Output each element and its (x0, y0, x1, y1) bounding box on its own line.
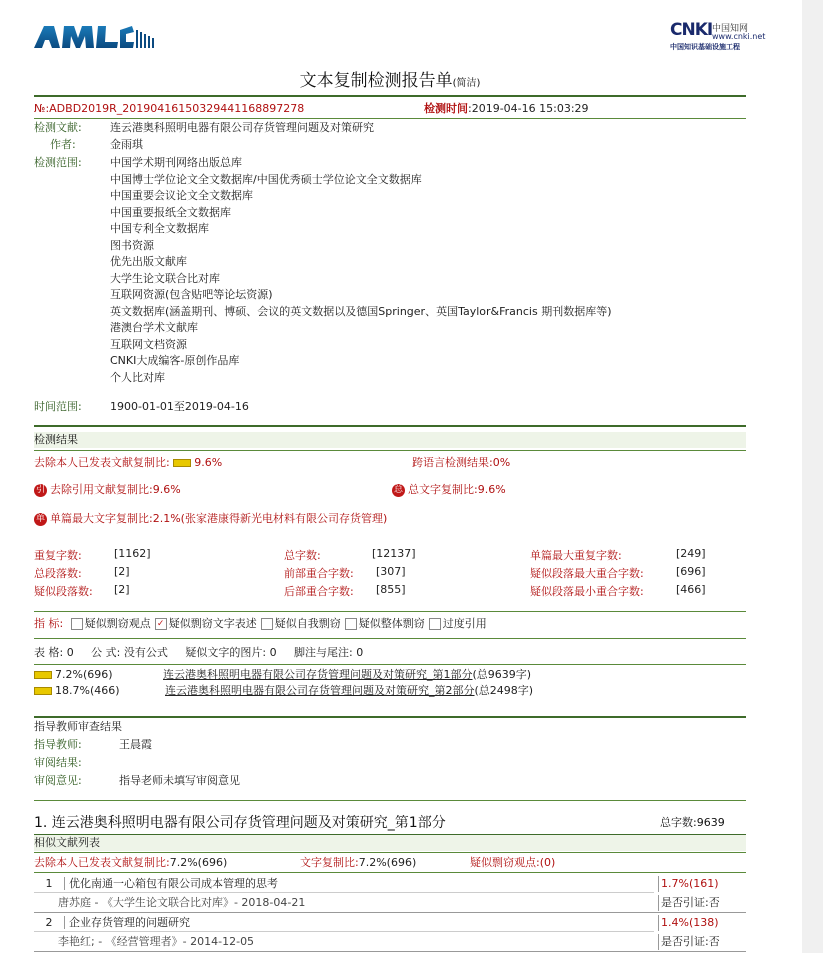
scope-item: 互联网文档资源 (110, 337, 187, 351)
scope-item: 中国学术期刊网络出版总库 (110, 156, 242, 169)
scope-item: 优先出版文献库 (110, 255, 187, 268)
stat-label: 疑似段落最小重合字数: (530, 585, 644, 598)
reference-title-row[interactable] (34, 915, 654, 932)
reference-source: 唐苏庭 - 《大学生论文联合比对库》- 2018-04-21 (58, 896, 306, 909)
indicator-text: 疑似剽窃观点 (84, 617, 151, 630)
stat-label: 疑似段落数: (34, 585, 93, 598)
cnki-subtitle: 中国知识基础设施工程 (670, 43, 740, 51)
review-rule (34, 800, 746, 801)
reference-title-row[interactable] (34, 876, 654, 893)
indicator-row (34, 616, 746, 632)
report-number-row (34, 101, 746, 117)
checkbox-empty-icon (71, 618, 83, 630)
indicator-checkbox-2[interactable] (257, 617, 341, 630)
scope-item: 互联网资源(包含贴吧等论坛资源) (110, 288, 273, 301)
reference-item (34, 913, 746, 952)
results-rule (34, 450, 746, 451)
part-percent: 18.7%(466) (55, 684, 120, 697)
cnki-brand: CNKI (670, 20, 713, 40)
teacher-label: 指导教师: (34, 738, 82, 751)
part1-plag-label: 疑似剽窃观点: (470, 856, 540, 869)
doc-value: 连云港奥科照明电器有限公司存货管理问题及对策研究 (110, 121, 374, 134)
stat-value: [855] (376, 583, 406, 596)
checkbox-empty-icon (261, 618, 273, 630)
checkbox-empty-icon (345, 618, 357, 630)
indicator-text: 疑似剽窃文字表述 (168, 617, 257, 630)
indicator-checkbox-4[interactable] (425, 617, 487, 630)
stat-label: 后部重合字数: (284, 585, 354, 598)
excl-self-value: 9.6% (194, 456, 223, 469)
similar-list-title: 相似文献列表 (34, 835, 746, 851)
similar-rule (34, 852, 746, 853)
review-top-rule (34, 716, 746, 718)
stat-label: 疑似段落最大重合字数: (530, 567, 644, 580)
teacher-value: 王晨霞 (119, 738, 152, 751)
time-range-value: 1900-01-01至2019-04-16 (110, 400, 249, 413)
indicator-text: 疑似自我剽窃 (274, 617, 341, 630)
part1-total: 总字数:9639 (660, 816, 725, 829)
part-bar (34, 687, 52, 695)
indicator-checkbox-1[interactable] (151, 617, 257, 630)
cnki-url: www.cnki.net (712, 32, 766, 41)
summary-rule (34, 872, 746, 873)
total-badge-icon: 总 (393, 484, 403, 495)
scope-label: 检测范围: (34, 156, 82, 169)
misc-row: 表 格: 0 公 式: 没有公式 疑似文字的图片: 0 脚注与尾注: 0 (34, 646, 364, 659)
scope-item: CNKI大成编客-原创作品库 (110, 354, 240, 367)
scope-item: 英文数据库(涵盖期刊、博硕、会议的英文数据以及德国Springer、英国Taylor&Francis 期刊数据库等) (110, 304, 612, 318)
check-time-label: 检测时间 (424, 102, 468, 115)
stat-label: 重复字数: (34, 549, 82, 562)
scope-item: 个人比对库 (110, 370, 165, 384)
stats-grid (34, 547, 746, 607)
report-title-text: 文本复制检测报告单 (299, 71, 453, 91)
reference-list (34, 874, 746, 952)
scope-item: 大学生论文联合比对库 (110, 271, 220, 285)
amlc-logo (34, 20, 156, 52)
indicator-checkbox-0[interactable] (67, 617, 151, 630)
reference-item (34, 874, 746, 913)
single-label: 单篇最大文字复制比: (50, 512, 153, 525)
part-row[interactable] (34, 667, 746, 683)
part1-excl-label: 去除本人已发表文献复制比: (34, 856, 170, 869)
stat-label: 总字数: (284, 549, 321, 562)
check-time-value: :2019-04-16 15:03:29 (468, 102, 589, 115)
scope-item: 中国博士学位论文全文数据库/中国优秀硕士学位论文全文数据库 (110, 172, 422, 186)
report-title-suffix: (简洁) (452, 78, 481, 89)
report-title (34, 66, 746, 91)
reference-number: 2 (45, 916, 53, 929)
stat-value: [1162] (114, 547, 151, 560)
reference-title[interactable]: 企业存货管理的问题研究 (64, 916, 190, 929)
part1-excl-value: 7.2%(696) (169, 856, 228, 869)
doc-row (34, 120, 746, 136)
excl-cite-value: 9.6% (152, 483, 181, 496)
excl-cite-row (34, 482, 746, 498)
results-section-title: 检测结果 (34, 432, 746, 448)
meta-divider (34, 118, 746, 119)
part1-title-row (34, 813, 746, 833)
review-section-title: 指导教师审查结果 (34, 720, 122, 733)
stat-value: [696] (676, 565, 706, 578)
indicator-checkbox-3[interactable] (341, 617, 425, 630)
part1-summary-row (34, 855, 746, 871)
single-source: (张家港康得新光电材料有限公司存货管理) (180, 512, 388, 525)
time-range-label: 时间范围: (34, 400, 82, 413)
part1-title: 1. 连云港奥科照明电器有限公司存货管理问题及对策研究_第1部分 (34, 815, 446, 831)
opinion-value: 指导老师未填写审阅意见 (119, 774, 240, 787)
review-result-row (34, 755, 746, 771)
cross-lang-label: 跨语言检测结果: (412, 456, 493, 469)
scope-list (110, 155, 750, 386)
author-value: 金雨琪 (110, 138, 143, 151)
reference-cite-status: 是否引证:否 (658, 934, 720, 950)
stat-label: 前部重合字数: (284, 567, 354, 580)
part-bar (34, 671, 52, 679)
reference-number: 1 (45, 877, 53, 890)
scope-item: 中国重要会议论文全文数据库 (110, 189, 253, 202)
part1-copy-value: 7.2%(696) (358, 856, 417, 869)
opinion-label: 审阅意见: (34, 774, 82, 787)
stat-value: [12137] (372, 547, 416, 560)
stat-value: [2] (114, 583, 130, 596)
indicator-text: 过度引用 (442, 617, 487, 630)
checkbox-empty-icon (429, 618, 441, 630)
cnki-logo (670, 18, 770, 52)
part-percent: 7.2%(696) (55, 668, 113, 681)
single-value: 2.1% (152, 512, 181, 525)
part-row[interactable] (34, 683, 746, 699)
checkmark-icon: ✓ (155, 618, 167, 630)
part-total: (总2498字) (474, 684, 534, 697)
reference-title[interactable]: 优化南通一心箱包有限公司成本管理的思考 (64, 877, 278, 890)
stats-rule (34, 611, 746, 612)
excl-cite-label: 去除引用文献复制比: (50, 483, 153, 496)
reference-cite-status: 是否引证:否 (658, 895, 720, 911)
parts-list (34, 667, 746, 699)
total-copy-value: 9.6% (477, 483, 506, 496)
misc-rule (34, 664, 746, 665)
single-badge-icon: 单 (35, 513, 45, 524)
scope-item: 图书资源 (110, 238, 154, 252)
scope-item: 港澳台学术文献库 (110, 321, 198, 334)
indicator-text: 疑似整体剽窃 (358, 617, 425, 630)
cnki-cn-name: 中国知网 (712, 24, 749, 34)
doc-label: 检测文献: (34, 121, 82, 134)
part1-plag-value: (0) (539, 856, 556, 869)
stat-label: 总段落数: (34, 567, 82, 580)
stat-value: [466] (676, 583, 706, 596)
stat-value: [307] (376, 565, 406, 578)
excl-self-label: 去除本人已发表文献复制比: (34, 456, 170, 469)
check-time (424, 101, 589, 117)
part1-copy-label: 文字复制比: (300, 856, 359, 869)
cite-badge-icon: 引 (35, 484, 45, 495)
opinion-row (34, 773, 746, 789)
total-copy-label: 总文字复制比: (408, 483, 478, 496)
scope-item: 中国专利全文数据库 (110, 222, 209, 235)
review-result-label: 审阅结果: (34, 756, 82, 769)
results-top-rule (34, 425, 746, 427)
author-label: 作者: (50, 138, 76, 151)
excl-self-row (34, 455, 746, 471)
time-range-row (34, 399, 746, 415)
report-number: №:ADBD2019R_20190416150329441168897278 (34, 102, 305, 115)
stat-value: [2] (114, 565, 130, 578)
scope-item: 中国重要报纸全文数据库 (110, 205, 231, 219)
teacher-row (34, 737, 746, 753)
reference-source: 李艳红; - 《经营管理者》- 2014-12-05 (58, 935, 255, 948)
reference-percent: 1.7%(161) (658, 876, 719, 892)
single-row (34, 511, 746, 527)
stat-label: 单篇最大重复字数: (530, 549, 622, 562)
cross-lang-value: 0% (492, 456, 511, 469)
part-title-link[interactable]: 连云港奥科照明电器有限公司存货管理问题及对策研究_第2部分 (165, 684, 475, 697)
reference-percent: 1.4%(138) (658, 915, 719, 931)
indicator-label: 指 标: (34, 617, 64, 630)
part-title-link[interactable]: 连云港奥科照明电器有限公司存货管理问题及对策研究_第1部分 (163, 668, 473, 681)
indicator-rule (34, 638, 746, 639)
part-total: (总9639字) (472, 668, 532, 681)
excl-self-bar (173, 459, 191, 467)
title-divider (34, 95, 746, 97)
stat-value: [249] (676, 547, 706, 560)
